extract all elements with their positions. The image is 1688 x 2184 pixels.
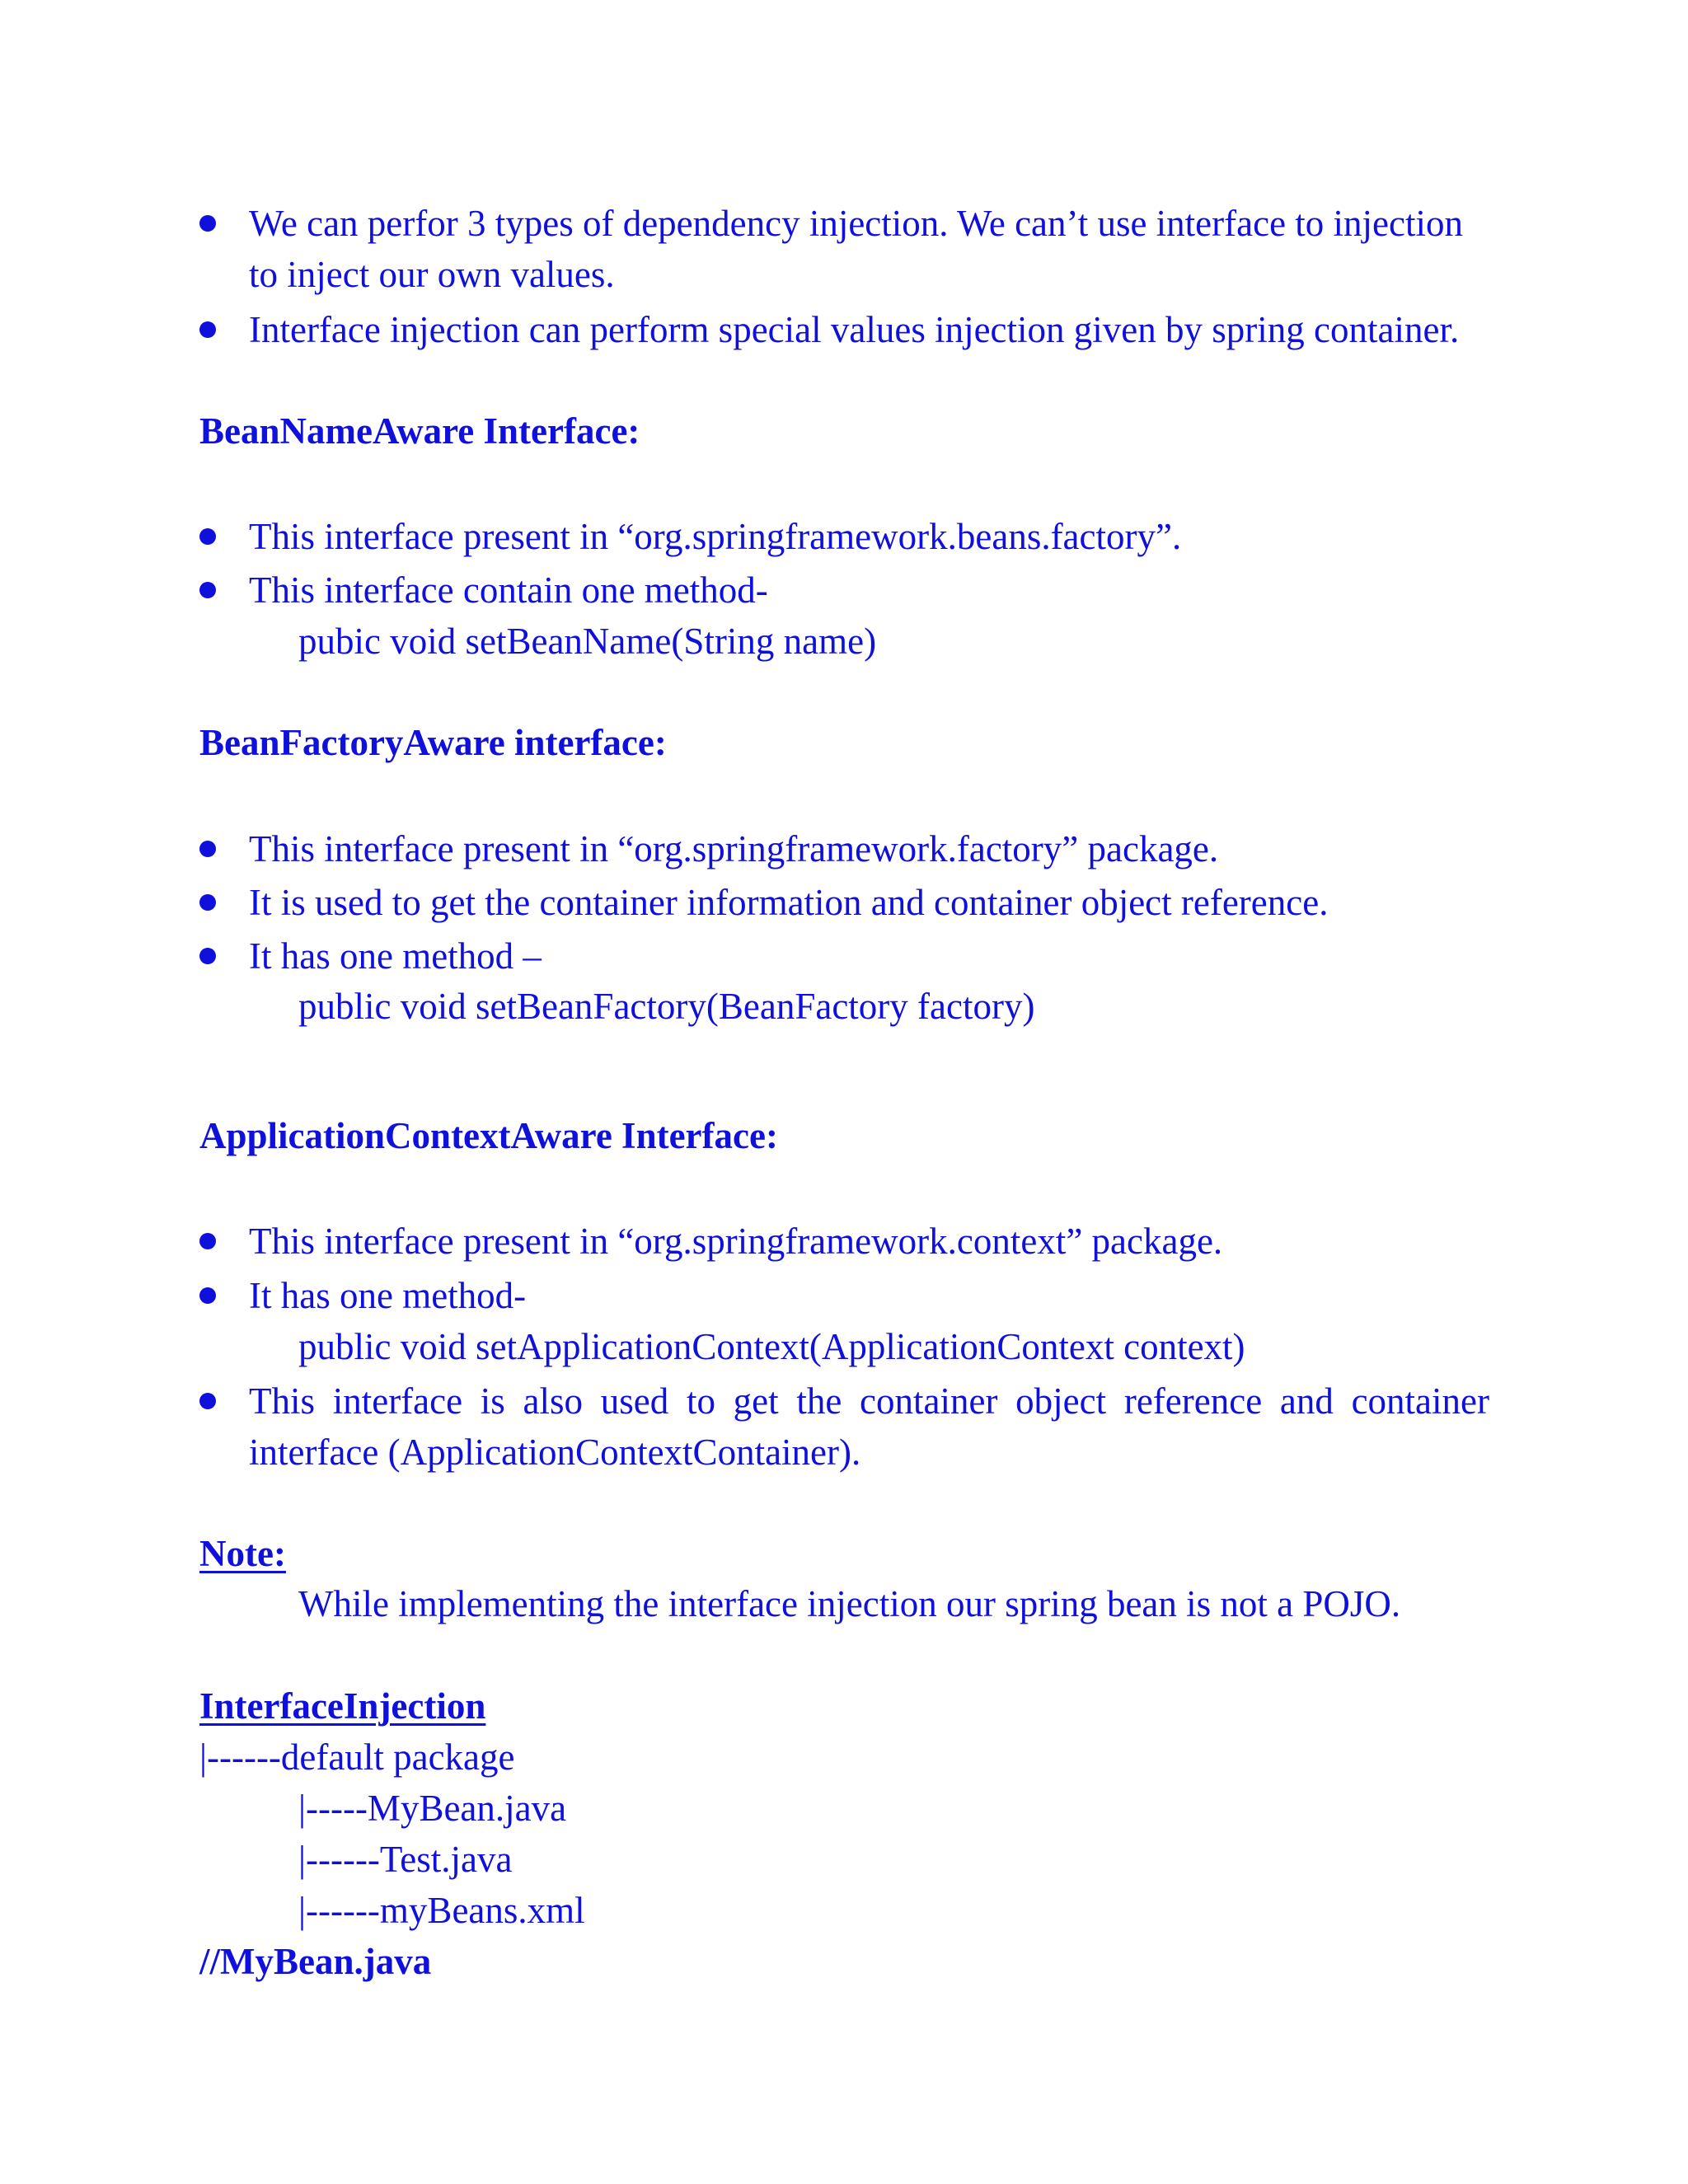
application-context-aware-bullet-3-line-1: This interface is also used to get the container object reference and container xyxy=(249,1380,1489,1422)
bullet-dot xyxy=(199,1393,216,1409)
bullet-dot xyxy=(199,894,216,911)
project-tree-file: |------Test.java xyxy=(298,1839,513,1880)
bean-name-aware-method: pubic void setBeanName(String name) xyxy=(298,621,877,662)
bean-factory-aware-heading: BeanFactoryAware interface: xyxy=(199,722,667,763)
project-tree-heading: InterfaceInjection xyxy=(199,1685,486,1727)
bean-factory-aware-bullet-3: It has one method – xyxy=(249,935,542,977)
bullet-dot xyxy=(199,1233,216,1249)
note-heading: Note: xyxy=(199,1533,286,1574)
bullet-dot xyxy=(199,582,216,598)
bullet-dot xyxy=(199,948,216,964)
bullet-dot xyxy=(199,841,216,857)
bean-factory-aware-bullet-2: It is used to get the container information and container object reference. xyxy=(249,882,1329,923)
code-file-title: //MyBean.java xyxy=(199,1941,432,1982)
bean-name-aware-bullet-2: This interface contain one method- xyxy=(249,569,768,611)
application-context-aware-bullet-2: It has one method- xyxy=(249,1275,527,1316)
intro-bullet-2: Interface injection can perform special values injection given by spring container. xyxy=(249,309,1460,350)
application-context-aware-heading: ApplicationContextAware Interface: xyxy=(199,1115,778,1156)
bean-name-aware-heading: BeanNameAware Interface: xyxy=(199,410,640,452)
application-context-aware-method: public void setApplicationContext(ApplicationContext context) xyxy=(298,1326,1245,1367)
project-tree-file: |-----MyBean.java xyxy=(298,1788,567,1829)
bean-name-aware-bullet-1: This interface present in “org.springframework.beans.factory”. xyxy=(249,516,1182,557)
bullet-dot xyxy=(199,215,216,232)
project-tree-package: |------default package xyxy=(199,1736,515,1778)
bean-factory-aware-method: public void setBeanFactory(BeanFactory factory) xyxy=(298,986,1035,1027)
application-context-aware-bullet-3-line-2: interface (ApplicationContextContainer). xyxy=(249,1432,861,1473)
bean-factory-aware-bullet-1: This interface present in “org.springframework.factory” package. xyxy=(249,828,1219,869)
note-text: While implementing the interface injection our spring bean is not a POJO. xyxy=(298,1583,1401,1624)
application-context-aware-bullet-1: This interface present in “org.springframework.context” package. xyxy=(249,1221,1223,1262)
bullet-dot xyxy=(199,528,216,545)
intro-bullet-1-line-2: to inject our own values. xyxy=(249,254,615,295)
project-tree-file: |------myBeans.xml xyxy=(298,1890,585,1931)
bullet-dot xyxy=(199,1287,216,1304)
bullet-dot xyxy=(199,321,216,338)
intro-bullet-1-line-1: We can perfor 3 types of dependency injection. We can’t use interface to injection xyxy=(249,203,1464,244)
